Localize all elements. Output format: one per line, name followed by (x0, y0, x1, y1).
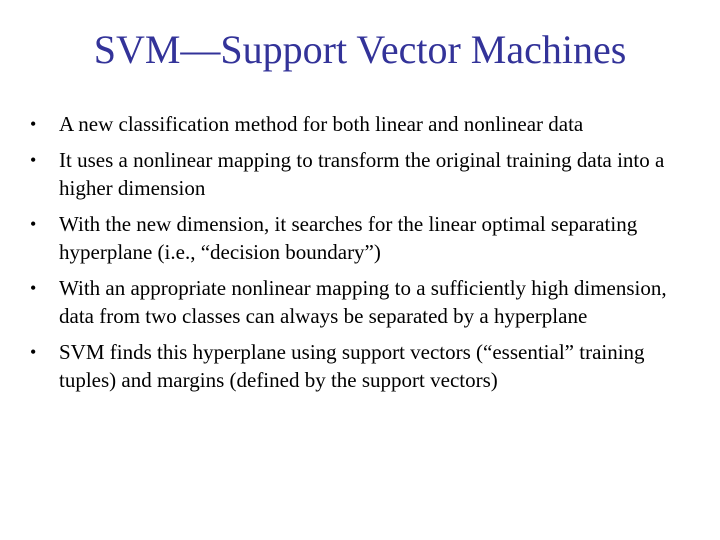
bullet-icon: • (30, 150, 37, 170)
bullet-icon: • (30, 114, 37, 134)
bullet-item (30, 210, 690, 266)
bullet-text: It uses a nonlinear mapping to transform the original training data into a higher dimension (59, 148, 665, 200)
bullet-list (30, 110, 690, 402)
bullet-text: With the new dimension, it searches for the linear optimal separating hyperplane (i.e., “decision boundary”) (59, 212, 638, 264)
bullet-text: With an appropriate nonlinear mapping to a sufficiently high dimension, data from two classes can always be separated by a hyperplane (59, 276, 667, 328)
bullet-item (30, 274, 690, 330)
bullet-text: A new classification method for both linear and nonlinear data (59, 112, 584, 136)
bullet-text: SVM finds this hyperplane using support vectors (“essential” training tuples) and margins (defined by the support vectors) (59, 340, 645, 392)
bullet-item (30, 110, 690, 138)
slide-title: SVM—Support Vector Machines (93, 27, 627, 72)
bullet-item (30, 146, 690, 202)
bullet-item (30, 338, 690, 394)
bullet-icon: • (30, 342, 37, 362)
bullet-icon: • (30, 214, 37, 234)
bullet-icon: • (30, 278, 37, 298)
